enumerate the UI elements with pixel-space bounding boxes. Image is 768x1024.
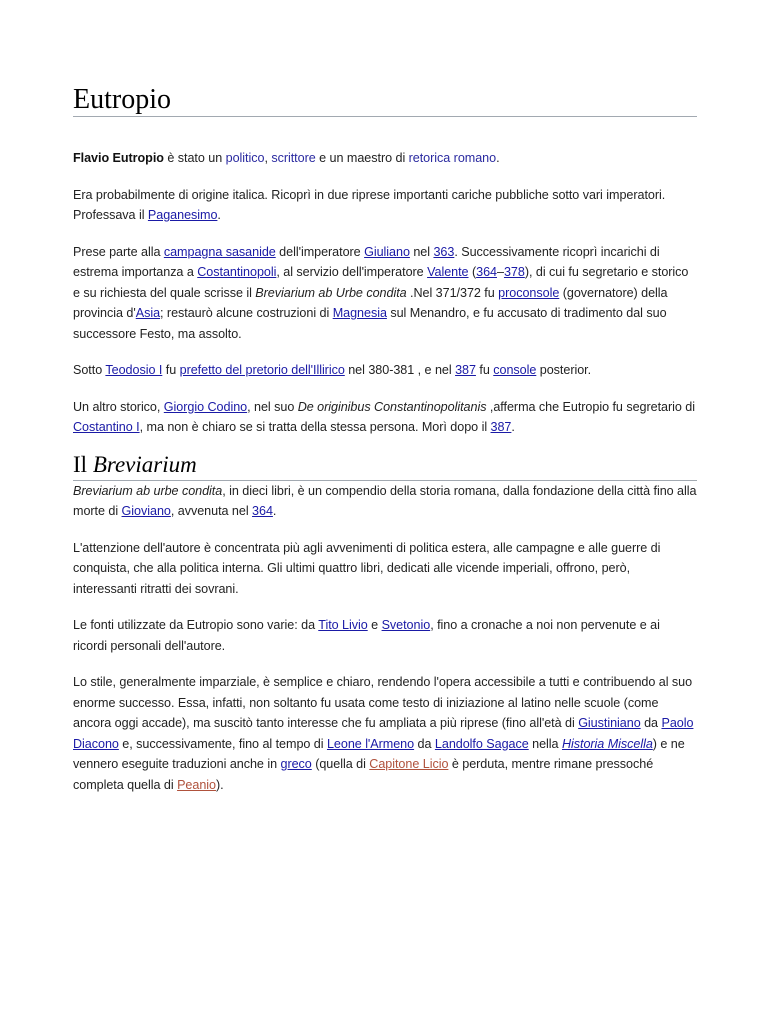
text-run: (	[468, 265, 477, 279]
text-run: ) e ne vennero eseguite traduzioni anche in	[73, 736, 685, 771]
paragraph	[73, 148, 697, 169]
link-asia[interactable]: Asia	[135, 306, 161, 320]
link-valente[interactable]: Valente	[427, 265, 469, 279]
link-giorgio-codino[interactable]: Giorgio Codino	[163, 399, 248, 414]
text-run: Sotto	[73, 363, 106, 377]
text-run: da	[414, 736, 435, 751]
text-run: Breviarium ab urbe condita	[73, 483, 223, 498]
link-historia-miscella[interactable]: Historia Miscella	[561, 736, 653, 751]
link-landolfo-sagace[interactable]: Landolfo Sagace	[434, 736, 529, 751]
text-run: , in dieci libri, è un compendio della storia romana, dalla fondazione della città fino alla morte di	[73, 483, 697, 518]
text-run: fu	[475, 363, 494, 377]
text-run: .	[217, 208, 221, 222]
link-giustiniano[interactable]: Giustiniano	[578, 716, 641, 730]
text-run: (governatore) della provincia d'	[73, 285, 668, 320]
link-proconsole[interactable]: proconsole	[498, 285, 560, 300]
text-run: , fino a cronache a noi non pervenute e ai ricordi personali dell'autore.	[73, 618, 660, 653]
text-run: sul Menandro, e fu accusato di tradimento dal suo successore Festo, ma assolto.	[73, 306, 667, 341]
link-378[interactable]: 378	[503, 265, 525, 279]
text-run: nella	[528, 736, 562, 751]
text-run: (quella di	[311, 757, 370, 771]
text-run: –	[496, 265, 504, 279]
text-run: nel 380-381 , e nel	[344, 363, 456, 377]
text-run: . Successivamente ricoprì incarichi di estrema importanza a	[73, 244, 660, 279]
paragraph	[73, 672, 697, 795]
text-run: e, successivamente, fino al tempo di	[118, 736, 327, 751]
text-run: è perduta, mentre rimane pressoché completa quella di	[73, 757, 654, 792]
link-paganesimo[interactable]: Paganesimo	[147, 208, 218, 222]
text-run: dell'imperatore	[275, 244, 365, 259]
text-run: , avvenuta nel	[170, 504, 253, 518]
link-364[interactable]: 364	[476, 265, 497, 279]
section-heading-breviarium	[73, 452, 697, 481]
paragraph	[73, 481, 697, 522]
link-tito-livio[interactable]: Tito Livio	[318, 618, 368, 632]
text-run: , ma non è chiaro se si tratta della stessa persona. Morì dopo il	[139, 420, 491, 434]
link-387[interactable]: 387	[490, 420, 512, 434]
link-greco[interactable]: greco	[280, 757, 312, 771]
text-run: Le fonti utilizzate da Eutropio sono varie: da	[73, 618, 319, 632]
text-run: L'attenzione dell'autore è concentrata più agli avvenimenti di politica estera, alle campagne e alle guerre di conquista, che alla politica interna. Gli ultimi quattro libri, dedicati alle vicende imperiali, offrono, però, interessanti ritratti dei sovrani.	[73, 540, 661, 596]
paragraph	[73, 538, 697, 600]
text-run: ).	[215, 777, 224, 792]
text-run: Flavio Eutropio	[73, 151, 164, 165]
text-run: Lo stile, generalmente imparziale, è semplice e chiaro, rendendo l'opera accessibile a tutti e contribuendo al suo enorme successo. Essa, infatti, non soltanto fu usata come testo di iniziazione al latino nelle scuole (come ancora oggi accade), ma suscitò tanto interesse che fu ampliata a più riprese (fino all'età di	[73, 675, 693, 730]
link-leone-l-armeno[interactable]: Leone l'Armeno	[326, 736, 415, 751]
text-run: Prese parte alla	[73, 244, 164, 259]
text-run: .	[272, 504, 277, 518]
text-run: De originibus Constantinopolitanis	[297, 399, 487, 414]
link-giuliano[interactable]: Giuliano	[364, 244, 410, 259]
breviarium-section	[73, 481, 697, 796]
text-run: posterior.	[536, 363, 592, 377]
link-console[interactable]: console	[493, 363, 537, 377]
term-politico: politico	[225, 151, 265, 165]
link-paolo-diacono[interactable]: Paolo Diacono	[73, 716, 694, 751]
text-run: Breviarium ab Urbe condita	[255, 285, 407, 300]
intro-section	[73, 148, 697, 438]
text-run: .Nel 371/372 fu	[406, 285, 499, 300]
link-gioviano[interactable]: Gioviano	[121, 504, 171, 518]
term-retorica-romano: retorica romano	[408, 151, 497, 165]
link-costantino-i[interactable]: Costantino I	[73, 420, 140, 434]
link-magnesia[interactable]: Magnesia	[332, 306, 387, 320]
paragraph	[73, 185, 697, 226]
link-capitone-licio[interactable]: Capitone Licio	[369, 757, 449, 771]
text-run: nel	[409, 244, 434, 259]
link-prefetto-del-pretorio-dell-illirico[interactable]: prefetto del pretorio dell'Illirico	[179, 363, 345, 377]
page-title: Eutropio	[73, 85, 697, 117]
link-363[interactable]: 363	[433, 244, 455, 259]
link-campagna-sasanide[interactable]: campagna sasanide	[163, 244, 276, 259]
link-svetonio[interactable]: Svetonio	[381, 618, 431, 632]
link-peanio[interactable]: Peanio	[177, 777, 216, 792]
paragraph	[73, 615, 697, 656]
link-costantinopoli[interactable]: Costantinopoli	[197, 265, 277, 279]
text-run: ,afferma che Eutropio fu segretario di	[486, 399, 695, 414]
link-364[interactable]: 364	[252, 504, 273, 518]
link-teodosio-i[interactable]: Teodosio I	[105, 363, 163, 377]
article-content	[73, 85, 697, 795]
paragraph	[73, 242, 697, 345]
text-run: è stato un	[163, 151, 226, 165]
text-run: ; restaurò alcune costruzioni di	[160, 306, 333, 320]
paragraph	[73, 397, 697, 438]
section-heading-italic: Breviarium	[92, 451, 197, 477]
text-run: ,	[264, 151, 272, 165]
text-run: da	[640, 716, 662, 730]
text-run: .	[511, 420, 515, 434]
text-run: Un altro storico,	[73, 399, 164, 414]
term-scrittore: scrittore	[271, 151, 316, 165]
text-run: fu	[162, 363, 180, 377]
text-run: .	[496, 151, 500, 165]
link-387[interactable]: 387	[455, 363, 476, 377]
text-run: e	[367, 618, 382, 632]
text-run: e un maestro di	[315, 151, 409, 165]
text-run: , nel suo	[247, 399, 298, 414]
section-heading-prefix: Il	[73, 451, 93, 477]
text-run: ), di cui fu segretario e storico e su richiesta del quale scrisse il	[73, 265, 689, 300]
text-run: Era probabilmente di origine italica. Ricoprì in due riprese importanti cariche pubbliche sotto vari imperatori. Professava il	[73, 187, 666, 222]
paragraph	[73, 360, 697, 381]
text-run: , al servizio dell'imperatore	[276, 265, 428, 279]
